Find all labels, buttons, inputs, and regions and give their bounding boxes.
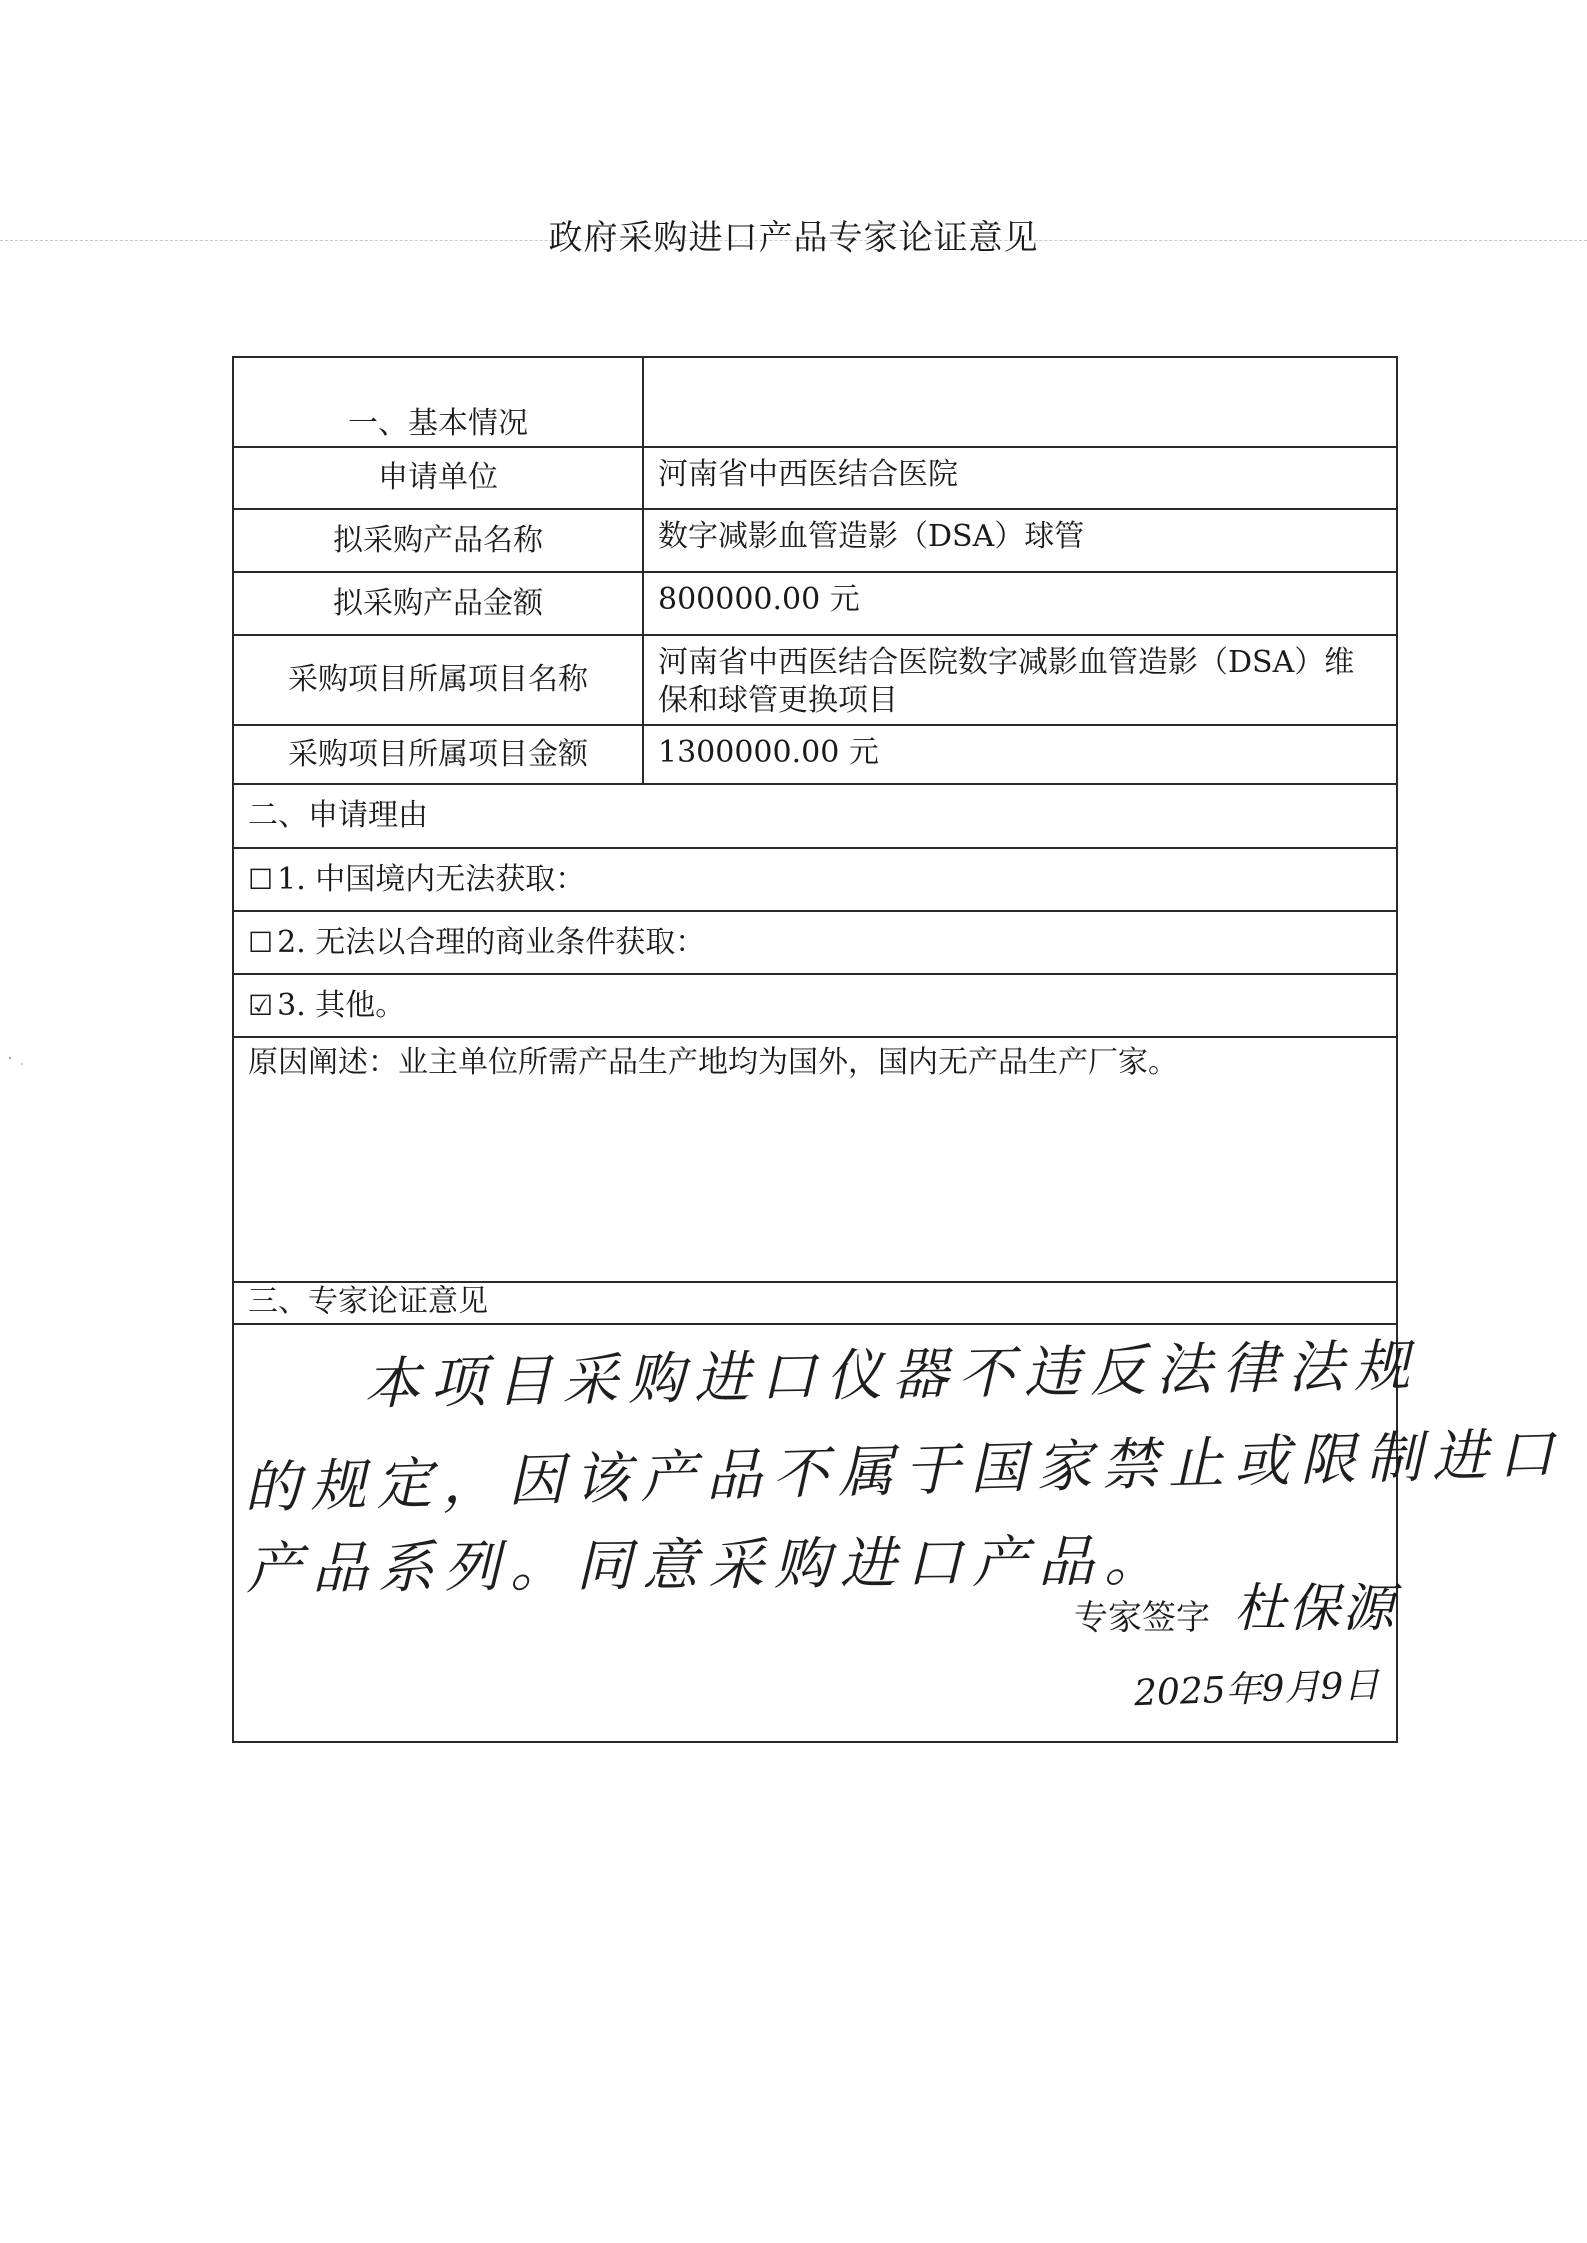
signature-label: 专家签字 [1074, 1597, 1210, 1638]
scan-speck [9, 1057, 11, 1059]
option-label: 1. 中国境内无法获取： [277, 861, 586, 897]
page-title: 政府采购进口产品专家论证意见 [548, 218, 1039, 258]
option-label: 3. 其他。 [277, 987, 406, 1023]
scan-speck [21, 1063, 23, 1065]
handwritten-opinion-line: 本项目采购进口仪器不违反法律法规 [363, 1333, 1421, 1417]
checked-checkbox-icon: ☑ [248, 988, 274, 1022]
handwritten-opinion-line: 的规定，因该产品不属于国家禁止或限制进口 [243, 1421, 1565, 1521]
project-name-label: 采购项目所属项目名称 [233, 635, 643, 725]
expert-signature: 杜保源 [1234, 1578, 1397, 1639]
project-amount-value: 1300000.00 元 [643, 725, 1397, 784]
handwritten-opinion-line: 产品系列。同意采购进口产品。 [245, 1528, 1171, 1602]
section3-heading: 三、专家论证意见 [233, 1282, 1397, 1324]
checkbox-icon: ☐ [248, 862, 274, 896]
product-amount-value: 800000.00 元 [643, 572, 1397, 635]
applicant-label: 申请单位 [233, 447, 643, 509]
project-amount-label: 采购项目所属项目金额 [233, 725, 643, 784]
project-name-value: 河南省中西医结合医院数字减影血管造影（DSA）维保和球管更换项目 [643, 635, 1397, 725]
option-label: 2. 无法以合理的商业条件获取： [277, 924, 706, 960]
section2-heading: 二、申请理由 [233, 784, 1397, 848]
signature-date: 2025年9月9日 [1133, 1664, 1381, 1714]
product-name-value: 数字减影血管造影（DSA）球管 [643, 509, 1397, 572]
product-name-label: 拟采购产品名称 [233, 509, 643, 572]
product-amount-label: 拟采购产品金额 [233, 572, 643, 635]
section1-heading: 一、基本情况 [233, 357, 643, 447]
checkbox-icon: ☐ [248, 925, 274, 959]
applicant-value: 河南省中西医结合医院 [643, 447, 1397, 509]
reason-text: 原因阐述：业主单位所需产品生产地均为国外，国内无产品生产厂家。 [233, 1037, 1397, 1282]
